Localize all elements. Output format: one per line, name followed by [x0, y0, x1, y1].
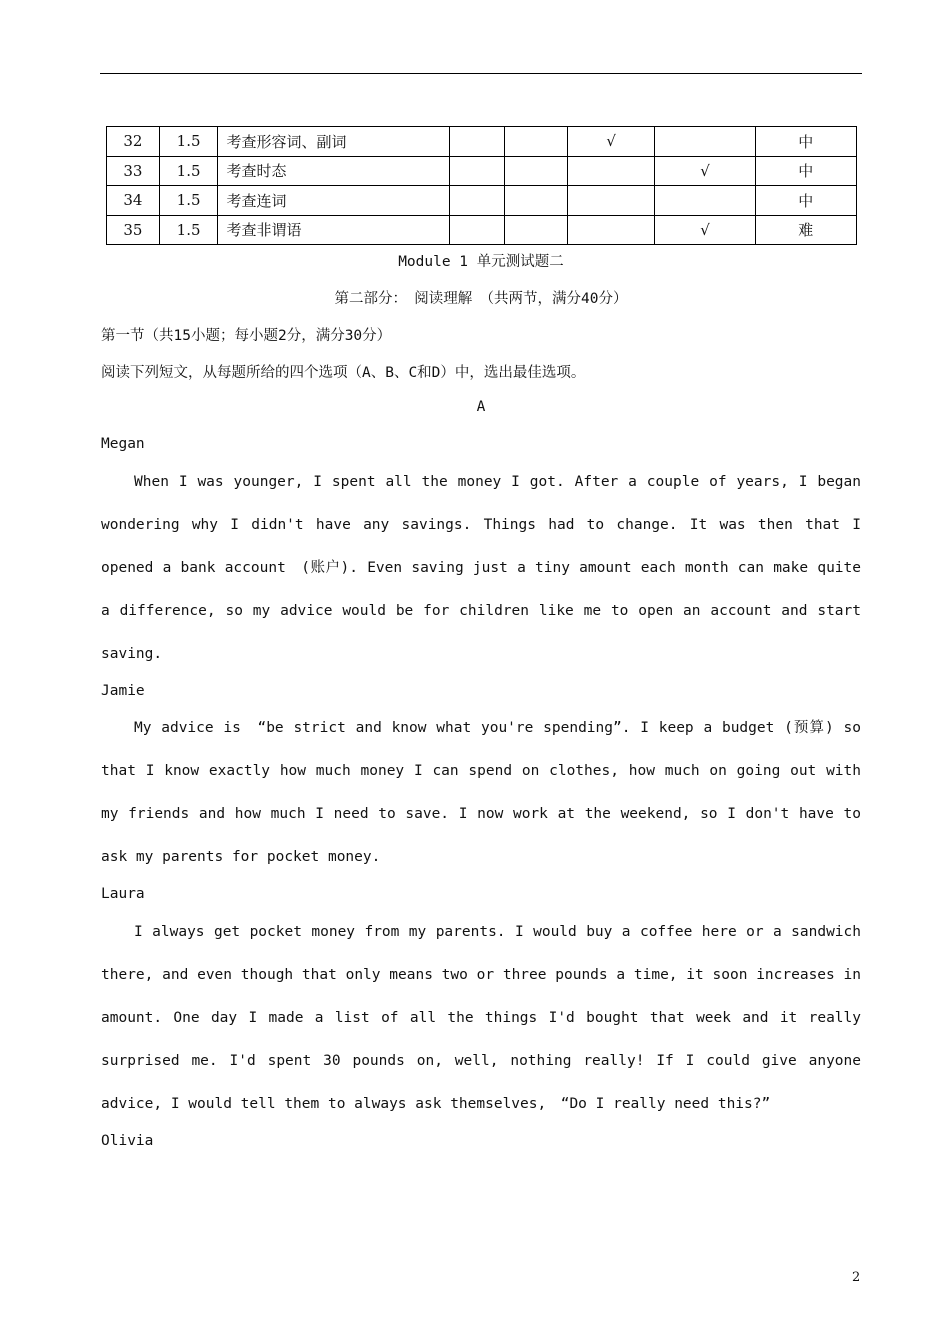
question-score: 1.5 — [159, 156, 218, 186]
speaker-name: Olivia — [101, 1133, 154, 1149]
paragraph-text: My advice is “be strict and know what you're spending”. I keep a budget (预算) so that I know exactly how much money I can spend on clothes, how much on going out with my friends and how much I need to save. I now work at the weekend, so I don't have to ask my parents for pocket money. — [101, 720, 861, 865]
question-score: 1.5 — [159, 127, 218, 157]
question-analysis-table — [106, 126, 857, 245]
speaker-name: Megan — [101, 436, 145, 452]
question-focus: 考查形容词、副词 — [218, 127, 449, 157]
speaker-paragraph — [101, 707, 861, 879]
check-cell: √ — [567, 127, 654, 157]
paragraph-text: I always get pocket money from my parents. I would buy a coffee here or a sandwich there, and even though that only means two or three pounds a time, it soon increases in amount. One day I made a list of all the things I'd bought that week and it really surprised me. I'd spent 30 pounds on, well, nothing really! If I could give anyone advice, I would tell them to always ask themselves, “Do I really need this?” — [101, 924, 861, 1112]
speaker-paragraph — [101, 911, 861, 1126]
passage-label: A — [476, 399, 486, 415]
speaker-name: Laura — [101, 886, 145, 902]
check-cell — [449, 186, 505, 216]
check-cell — [505, 127, 568, 157]
question-number: 33 — [107, 156, 160, 186]
question-focus: 考查时态 — [218, 156, 449, 186]
paragraph-text: When I was younger, I spent all the money I got. After a couple of years, I began wondering why I didn't have any savings. Things had to change. It was then that I opened a bank account (账户). Even saving just a tiny amount each month can make quite a difference, so my advice would be for children like me to open an account and start saving. — [101, 474, 861, 662]
table-row — [107, 127, 857, 157]
check-cell — [567, 215, 654, 245]
header-rule — [100, 73, 862, 74]
check-cell — [505, 156, 568, 186]
question-focus: 考查非谓语 — [218, 215, 449, 245]
check-cell — [655, 186, 755, 216]
page-number: 2 — [852, 1270, 861, 1285]
check-cell — [567, 186, 654, 216]
question-number: 35 — [107, 215, 160, 245]
difficulty-cell: 中 — [755, 186, 856, 216]
question-score: 1.5 — [159, 186, 218, 216]
check-cell — [505, 186, 568, 216]
check-cell — [449, 215, 505, 245]
instructions: 阅读下列短文，从每题所给的四个选项（A、B、C和D）中，选出最佳选项。 — [101, 365, 586, 381]
question-number: 34 — [107, 186, 160, 216]
check-cell — [449, 127, 505, 157]
check-cell — [655, 127, 755, 157]
section-title: 第一节（共15小题；每小题2分，满分30分） — [101, 328, 392, 344]
check-cell — [567, 156, 654, 186]
check-cell: √ — [655, 215, 755, 245]
question-focus: 考查连词 — [218, 186, 449, 216]
difficulty-cell: 中 — [755, 156, 856, 186]
check-cell — [449, 156, 505, 186]
check-cell: √ — [655, 156, 755, 186]
check-cell — [505, 215, 568, 245]
table-row — [107, 215, 857, 245]
difficulty-cell: 中 — [755, 127, 856, 157]
table-row — [107, 156, 857, 186]
speaker-paragraph — [101, 461, 861, 676]
question-score: 1.5 — [159, 215, 218, 245]
question-number: 32 — [107, 127, 160, 157]
table-row — [107, 186, 857, 216]
module-title: Module 1 单元测试题二 — [398, 254, 564, 270]
difficulty-cell: 难 — [755, 215, 856, 245]
speaker-name: Jamie — [101, 683, 145, 699]
part-title: 第二部分： 阅读理解 （共两节，满分40分） — [334, 291, 628, 307]
